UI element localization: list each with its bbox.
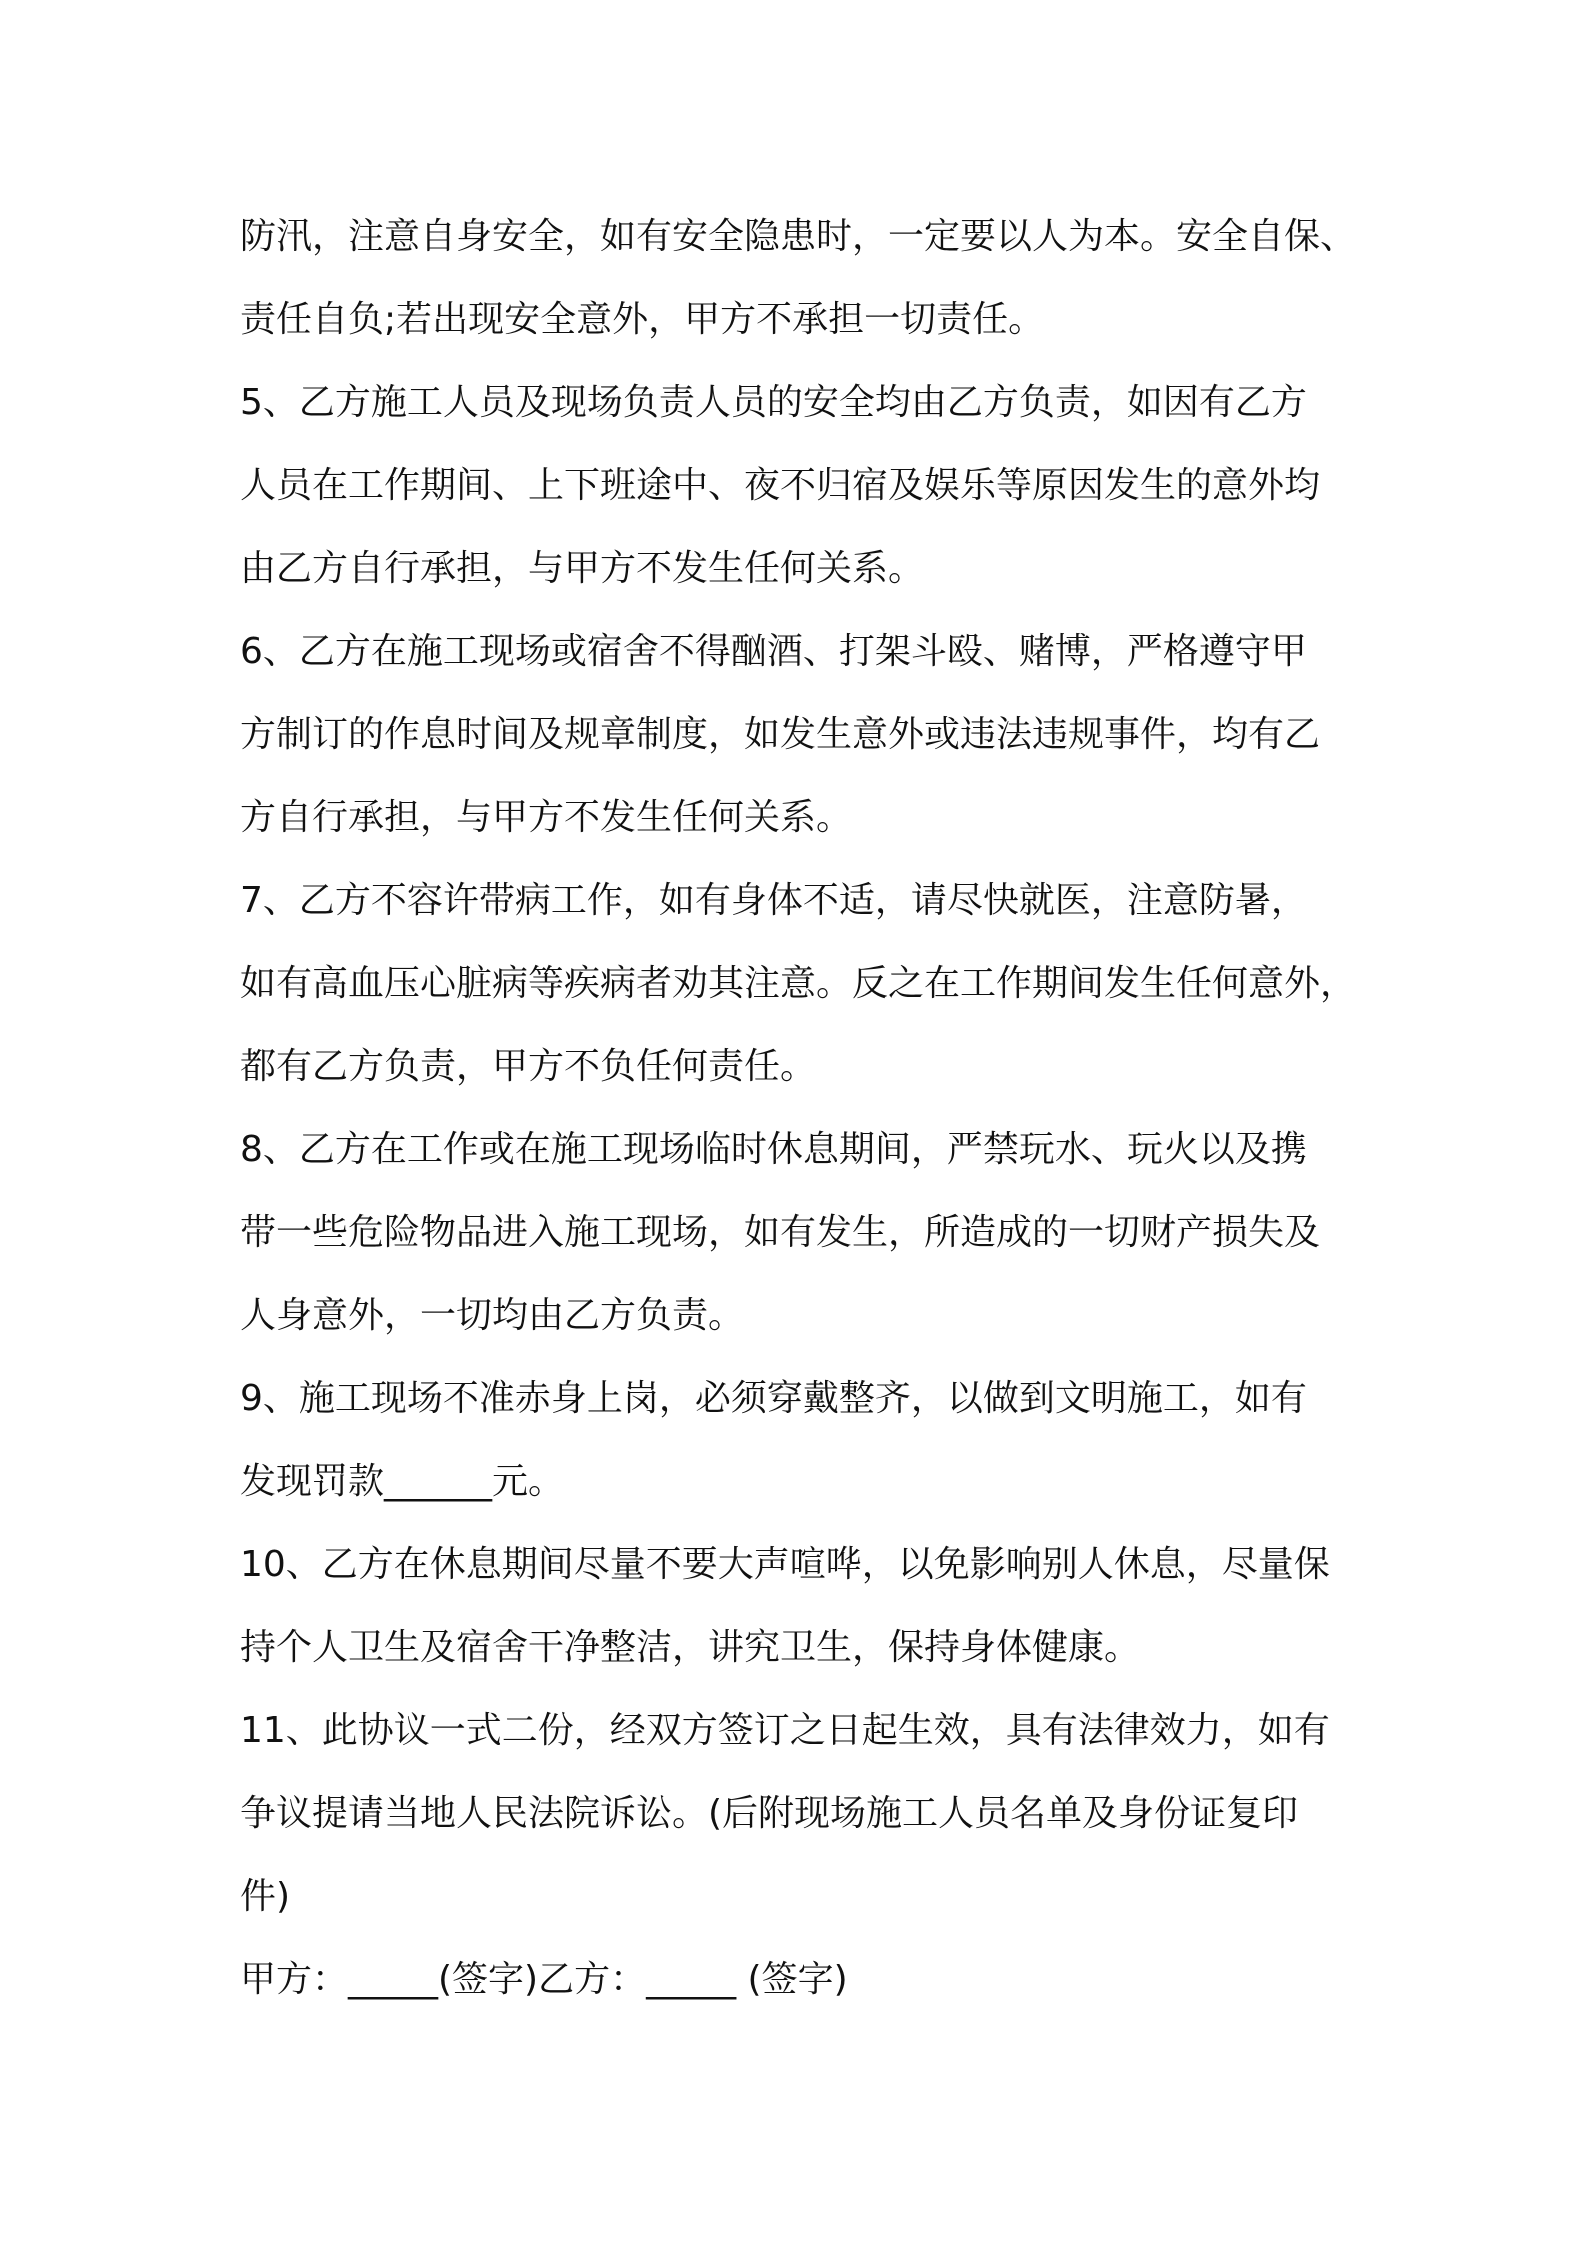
text-line: 方自行承担，与甲方不发生任何关系。 (240, 797, 853, 838)
text-line: 发现罚款______元。 (240, 1461, 565, 1502)
text-line: 责任自负;若出现安全意外，甲方不承担一切责任。 (240, 299, 1045, 340)
document-body (240, 195, 1360, 2021)
text-line: 10、乙方在休息期间尽量不要大声喧哗，以免影响别人休息，尽量保 (240, 1544, 1330, 1585)
clause-8 (240, 1108, 1360, 1357)
text-line: 件) (240, 1876, 291, 1917)
text-line: 人员在工作期间、上下班途中、夜不归宿及娱乐等原因发生的意外均 (240, 465, 1321, 506)
text-line: 7、乙方不容许带病工作，如有身体不适，请尽快就医，注意防暑， (240, 880, 1307, 921)
clause-7 (240, 859, 1360, 1108)
text-line: 人身意外，一切均由乙方负责。 (240, 1295, 745, 1336)
text-line: 带一些危险物品进入施工现场，如有发生，所造成的一切财产损失及 (240, 1212, 1321, 1253)
text-line: 方制订的作息时间及规章制度，如发生意外或违法违规事件，均有乙 (240, 714, 1321, 755)
clause-6 (240, 610, 1360, 859)
clause-9 (240, 1357, 1360, 1523)
text-line: 5、乙方施工人员及现场负责人员的安全均由乙方负责，如因有乙方 (240, 382, 1307, 423)
text-line: 争议提请当地人民法院诉讼。(后附现场施工人员名单及身份证复印 (240, 1793, 1299, 1834)
text-line: 11、此协议一式二份，经双方签订之日起生效，具有法律效力，如有 (240, 1710, 1330, 1751)
text-line: 8、乙方在工作或在施工现场临时休息期间，严禁玩水、玩火以及携 (240, 1129, 1307, 1170)
signature-line (240, 1938, 1360, 2021)
clause-11 (240, 1689, 1360, 1938)
text-line: 如有高血压心脏病等疾病者劝其注意。反之在工作期间发生任何意外， (240, 963, 1357, 1004)
clause-10 (240, 1523, 1360, 1689)
text-line: 都有乙方负责，甲方不负任何责任。 (240, 1046, 817, 1087)
text-line: 9、施工现场不准赤身上岗，必须穿戴整齐，以做到文明施工，如有 (240, 1378, 1307, 1419)
paragraph-safety-continuation (240, 195, 1360, 361)
text-line: 持个人卫生及宿舍干净整洁，讲究卫生，保持身体健康。 (240, 1627, 1141, 1668)
text-line: 防汛，注意自身安全，如有安全隐患时，一定要以人为本。安全自保、 (240, 216, 1357, 257)
signature-text: 甲方：_____(签字)乙方：_____ (签字) (240, 1959, 848, 2000)
text-line: 6、乙方在施工现场或宿舍不得酗酒、打架斗殴、赌博，严格遵守甲 (240, 631, 1307, 672)
text-line: 由乙方自行承担，与甲方不发生任何关系。 (240, 548, 925, 589)
clause-5 (240, 361, 1360, 610)
